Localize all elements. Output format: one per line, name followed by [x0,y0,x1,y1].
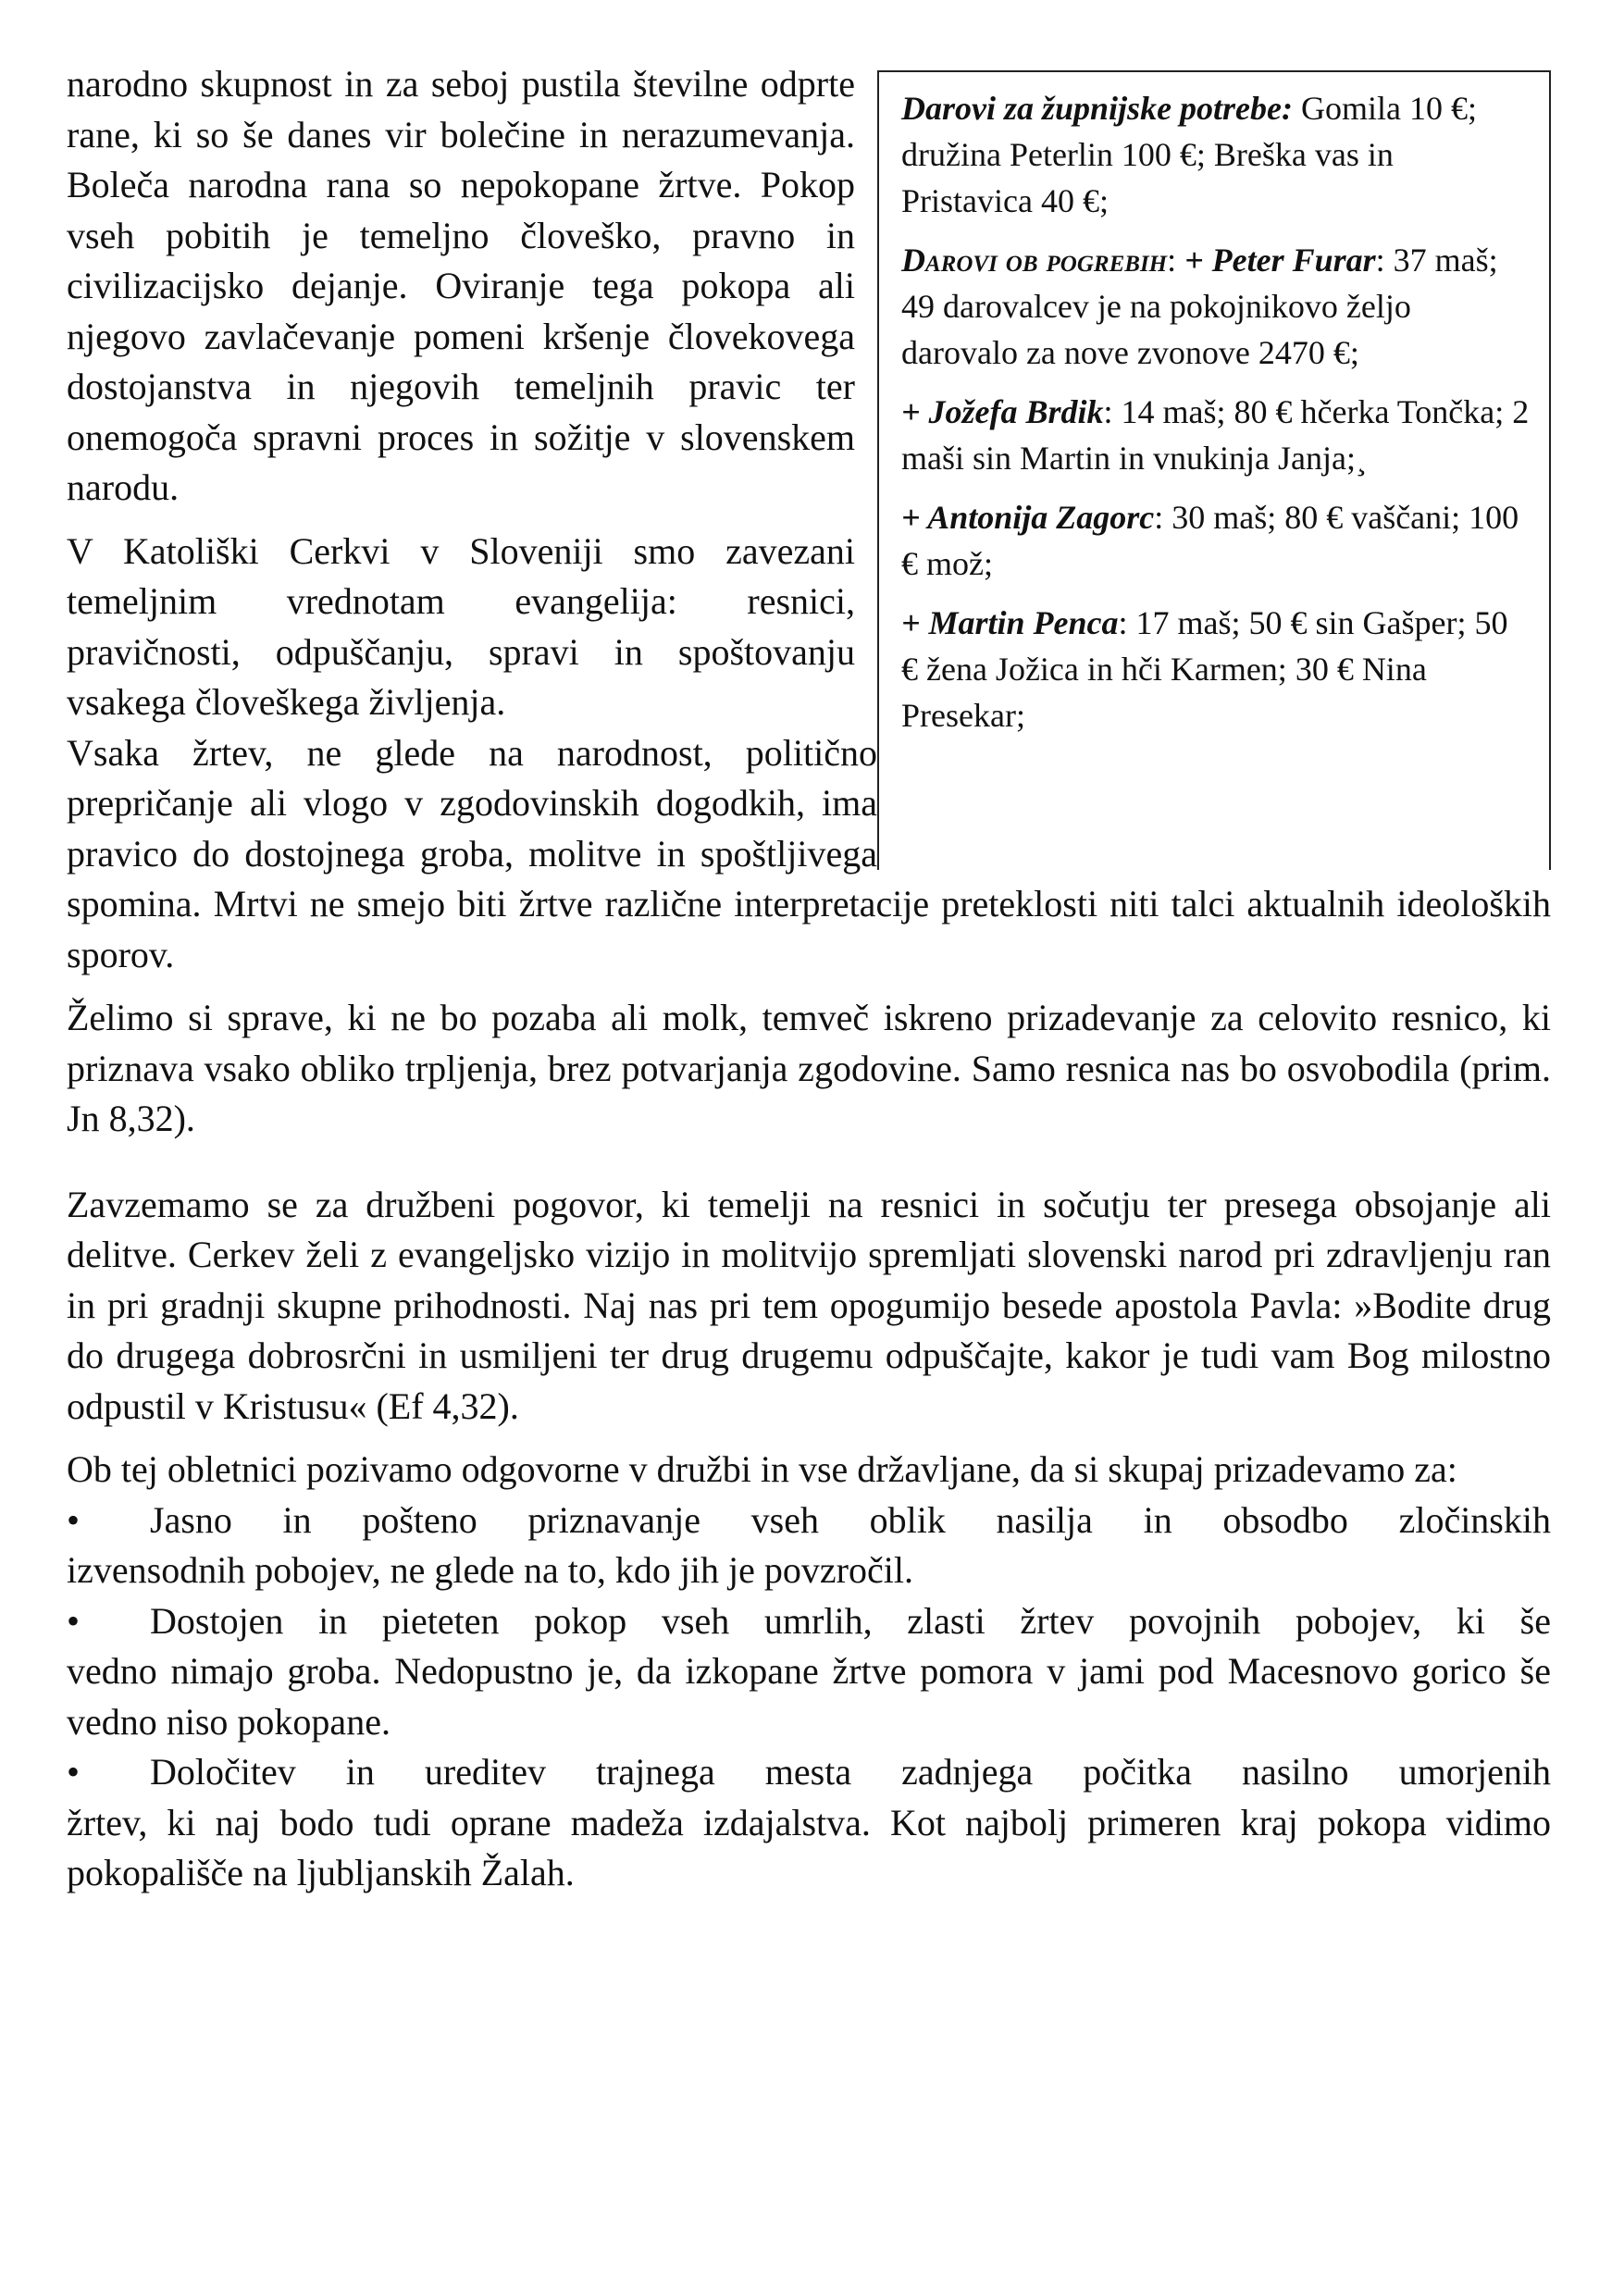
donation-parish-text: Gomila 10 €; družina Peterlin 100 €; Breška vas in Pristavica 40 €; [901,90,1477,219]
paragraph-1: narodno skupnost in za seboj pustila številne odprte rane, ki so še danes vir bolečine in nerazumevanja. Boleča narodna rana so nepokopane žrtve. Pokop vseh pobitih je temeljno človeško, pravno in civilizacijsko dejanje. Oviranje tega pokopa ali njegovo zavlačevanje pomeni kršenje človekovega dostojanstva in njegovih temeljnih pravic ter onemogoča spravni proces in sožitje v slovenskem narodu. [67,63,855,508]
deceased-name: + Peter Furar [1184,242,1376,279]
paragraph-5: Ob tej obletnici pozivamo odgovorne v družbi in vse državljane, da si skupaj prizadevamo za: [67,1448,1457,1490]
donation-funeral-title: Darovi ob pogrebih [901,242,1168,279]
bullet-dot: • [67,1599,81,1642]
deceased-donations: : 37 maš; 49 darovalcev je na pokojnikovo željo darovalo za nove zvonove 2470 €; [901,242,1498,371]
deceased-name: + Martin Penca [901,604,1119,641]
deceased-donations: : 14 maš; 80 € hčerka Tončka; 2 maši sin Martin in vnukinja Janja;¸ [901,393,1530,477]
document-page [67,59,1551,1899]
donation-funeral-2 [901,389,1531,481]
donation-parish [901,85,1531,224]
donations-box [877,70,1551,870]
donation-funeral-1 [901,237,1531,376]
bullet-1-first-line: Jasno in pošteno priznavanje vseh oblik nasilja in obsodbo zločinskih [150,1498,1551,1541]
deceased-donations: : 30 maš; 80 € vaščani; 100 € mož; [901,499,1519,582]
bullet-2-rest: vedno nimajo groba. Nedopustno je, da izkopane žrtve pomora v jami pod Macesnovo gorico še vedno niso pokopane. [67,1650,1551,1743]
bullet-3-rest: žrtev, ki naj bodo tudi oprane madeža izdajalstva. Kot najbolj primeren kraj pokopa vidimo pokopališče na ljubljanskih Žalah. [67,1801,1551,1893]
bullet-dot: • [67,1498,81,1541]
paragraph-2-start: V Katoliški Cerkvi v Sloveniji smo zavezani temeljnim vrednotam evangelija: resnici, pravičnosti, odpuščanju, spravi in spoštovanju vsakega človeškega življenja. [67,529,855,723]
paragraph-2-continued: Vsaka žrtev, ne glede na narodnost, politično prepričanje ali vlogo v zgodovinskih dogodkih, ima pravico do dostojnega groba, molitve in spoštljivega spomina. Mrtvi ne smejo biti žrtve različne interpretacije preteklosti niti talci aktualnih ideoloških sporov. [67,731,1551,975]
deceased-name: + Antonija Zagorc [901,499,1155,536]
bullet-item-1 [67,1496,1551,1596]
paragraph-4: Zavzemamo se za družbeni pogovor, ki temelji na resnici in sočutju ter presega obsojanje ali delitve. Cerkev želi z evangeljsko vizijo in molitvijo spremljati slovenski narod pri zdravljenju ran in pri gradnji skupne prihodnosti. Naj nas pri tem opogumijo besede apostola Pavla: »Bodite drug do drugega dobrosrčni in usmiljeni ter drug drugemu odpuščajte, kakor je tudi vam Bog milostno odpustil v Kristusu« (Ef 4,32). [67,1183,1551,1427]
paragraph-3: Želimo si sprave, ki ne bo pozaba ali molk, temveč iskreno prizadevanje za celovito resnico, ki priznava vsako obliko trpljenja, brez potvarjanja zgodovine. Samo resnica nas bo osvobodila (prim. Jn 8,32). [67,997,1551,1139]
bullet-dot: • [67,1751,81,1793]
deceased-name: + Jožefa Brdik [901,393,1104,430]
deceased-donations: : 17 maš; 50 € sin Gašper; 50 € žena Jožica in hči Karmen; 30 € Nina Presekar; [901,604,1508,734]
donation-funeral-3 [901,494,1531,587]
bullet-3-first-line: Določitev in ureditev trajnega mesta zadnjega počitka nasilno umorjenih [150,1751,1551,1793]
bullet-2-first-line: Dostojen in pieteten pokop vseh umrlih, zlasti žrtev povojnih pobojev, ki še [150,1599,1551,1642]
left-column [67,59,855,728]
donation-parish-title: Darovi za župnijske potrebe: [901,90,1293,127]
bullet-item-3 [67,1747,1551,1899]
donation-funeral-sep: : [1167,242,1185,279]
bullet-1-rest: izvensodnih pobojev, ne glede na to, kdo jih je povzročil. [67,1549,913,1591]
donation-funeral-4 [901,600,1531,738]
bullet-item-2 [67,1596,1551,1748]
